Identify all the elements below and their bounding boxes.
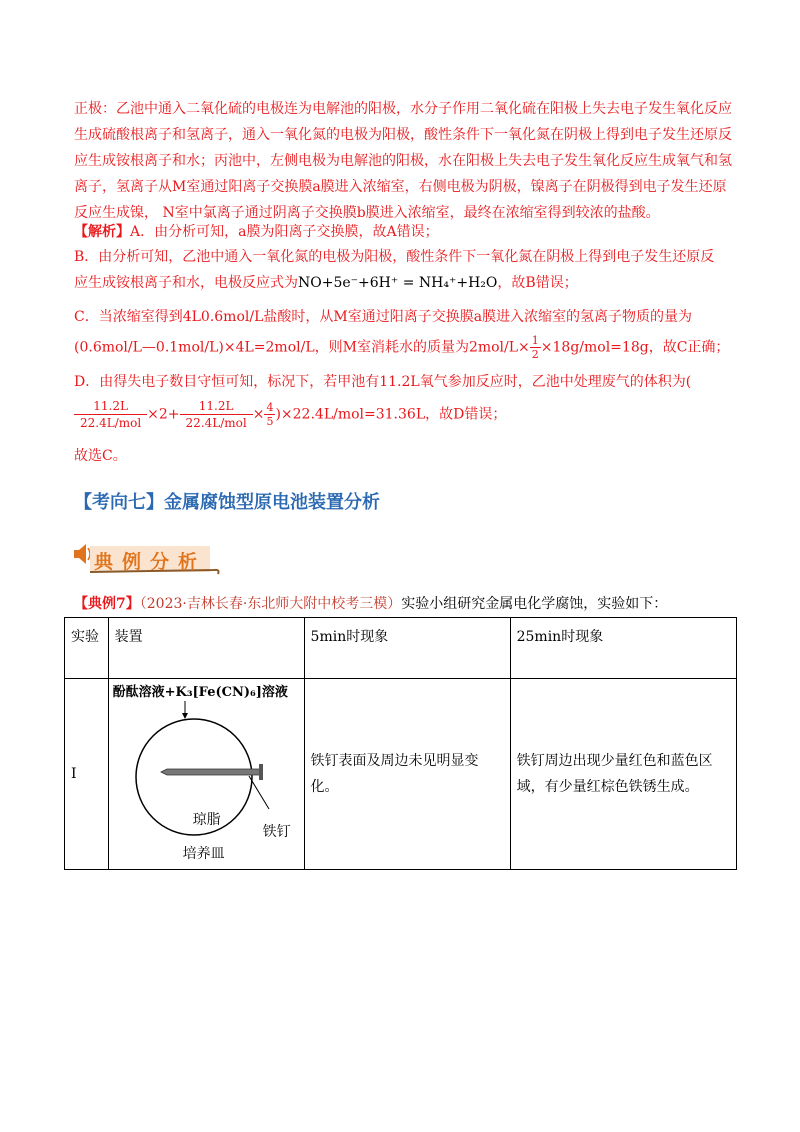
mid-2: × <box>252 406 265 423</box>
reagent-label: 酚酞溶液+K₃[Fe(CN)₆]溶液 <box>112 685 288 700</box>
option-b-line2 <box>74 273 578 293</box>
option-d-line1: D．由得失电子数目守恒可知，标况下，若甲池有11.2L氧气参加反应时，乙池中处理废气的体积为( <box>74 374 692 390</box>
section-title: 【考向七】金属腐蚀型原电池装置分析 <box>74 492 380 513</box>
option-b-line1: B．由分析可知，乙池中通入一氧化氮的电极为阳极，酸性条件下一氧化氮在阴极上得到电子发生还原反 <box>74 249 715 265</box>
option-d-line2 <box>74 398 506 431</box>
fraction-3: $\frac{4}{5}$ <box>266 401 274 428</box>
electrode-equation: NO+5e⁻+6H⁺ = NH₄⁺+H₂O <box>298 275 498 291</box>
header-25min: 25min时现象 <box>510 618 736 679</box>
analysis-paragraph: 正极：乙池中通入二氧化硫的电极连为电解池的阳极，水分子作用二氧化硫在阳极上失去电子发生氧化反应生成硫酸根离子和氢离子，通入一氧化氮的电极为阳极，酸性条件下一氧化氮在阴极上得到电子发生还原反应生成铵根离子和水；丙池中，左侧电极为电解池的阳极，水在阳极上失去电子发生氧化反应生成氧气和氢离子，氢离子从M室通过阳离子交换膜a膜进入浓缩室，右侧电极为阴极，镍离子在阴极得到电子发生还原反应生成镍， N室中氯离子通过阴离子交换膜b膜进入浓缩室，最终在浓缩室得到较浓的盐酸。 <box>74 101 732 221</box>
jiexi-line-a <box>74 222 439 242</box>
header-apparatus: 装置 <box>108 618 304 679</box>
fraction-half: $\frac{1}{2}$ <box>531 334 539 361</box>
option-b-pre: 应生成铵根离子和水，电极反应式为 <box>74 275 298 291</box>
fraction-1: $\frac{11.2L}{\text{22.4L/mol}}$ <box>74 398 147 431</box>
jiexi-tag: 【解析】 <box>74 224 130 240</box>
obs-25min: 铁钉周边出现少量红色和蓝色区域，有少量红棕色铁锈生成。 <box>510 679 736 870</box>
mid-1: ×2+ <box>147 406 180 423</box>
option-c-pre: (0.6mol/L—0.1mol/L)×4L=2mol/L，则M室消耗水的质量为2mol/L× <box>74 339 530 356</box>
table-header-row <box>65 618 737 679</box>
conclusion: 故选C。 <box>74 448 127 464</box>
header-experiment: 实验 <box>65 618 109 679</box>
apparatus-cell <box>108 679 304 870</box>
agar-label: 琼脂 <box>192 812 221 828</box>
dish-label: 培养皿 <box>182 846 225 862</box>
option-b-post: ，故B错误； <box>497 275 578 291</box>
obs-5min: 铁钉表面及周边未见明显变化。 <box>304 679 510 870</box>
header-5min: 5min时现象 <box>304 618 510 679</box>
nail-label: 铁钉 <box>262 824 291 840</box>
example-source: （2023·吉林长春·东北师大附中校考三模） <box>139 596 402 612</box>
option-c-line1: C．当浓缩室得到4L0.6mol/L盐酸时，从M室通过阳离子交换膜a膜进入浓缩室的氢离子物质的量为 <box>74 309 693 325</box>
table-row <box>65 679 737 870</box>
option-a-text: A．由分析可知，a膜为阳离子交换膜，故A错误； <box>130 224 439 240</box>
option-d-post: )×22.4L/mol=31.36L，故D错误； <box>275 406 507 423</box>
example-prompt: 实验小组研究金属电化学腐蚀，实验如下： <box>401 596 668 612</box>
option-c-line2 <box>74 334 729 361</box>
option-c-post: ×18g/mol=18g，故C正确； <box>540 339 730 356</box>
row-id: I <box>65 679 109 870</box>
example-tag: 【典例7】 <box>74 596 140 612</box>
experiment-table <box>64 617 737 870</box>
example-line <box>74 593 667 613</box>
fraction-2: $\frac{11.2L}{\text{22.4L/mol}}$ <box>180 398 253 431</box>
example-banner <box>74 540 224 576</box>
banner-label: 典例分析 <box>94 551 207 573</box>
